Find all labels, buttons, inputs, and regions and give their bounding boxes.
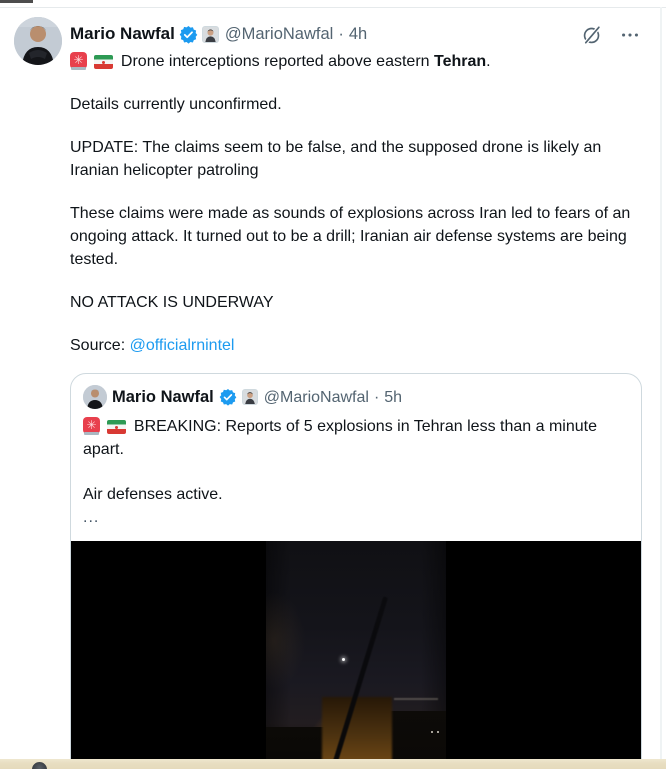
- affiliate-badge-image: [203, 27, 218, 42]
- tweet-timestamp[interactable]: 4h: [348, 24, 368, 43]
- quoted-video-still[interactable]: [71, 541, 641, 769]
- timeline-divider: [0, 7, 666, 8]
- sky-light-dot: [342, 658, 345, 661]
- next-content-avatar: [32, 762, 47, 769]
- source-label: Source:: [70, 337, 130, 354]
- quoted-timestamp: 5h: [384, 388, 403, 406]
- source-line: [70, 334, 642, 357]
- quoted-tweet-text: [83, 415, 629, 529]
- tweet-paragraph: UPDATE: The claims seem to be false, and the supposed drone is likely an Iranian helicopter patroling: [70, 139, 602, 179]
- quoted-tweet-content: [71, 374, 641, 529]
- quoted-author-handle: @MarioNawfal: [263, 388, 369, 406]
- affiliate-badge[interactable]: [202, 26, 219, 43]
- author-avatar[interactable]: [14, 17, 62, 65]
- meta-separator: ·: [338, 24, 344, 43]
- siren-emoji: [70, 52, 87, 69]
- verified-badge-icon: [179, 25, 198, 44]
- quoted-author-avatar[interactable]: [83, 385, 107, 409]
- quoted-line1-text: BREAKING: Reports of 5 explosions in Tehran less than a minute apart.: [83, 418, 597, 458]
- video-frame: [266, 541, 446, 769]
- line1-prefix: Drone interceptions reported above eastern: [120, 53, 434, 70]
- quoted-show-more[interactable]: ...: [83, 509, 100, 526]
- quoted-avatar-image: [83, 385, 107, 409]
- quoted-line-2: Air defenses active.: [83, 486, 223, 503]
- author-name-row: [70, 23, 367, 45]
- author-avatar-image: [14, 17, 62, 65]
- tweet-actions: [581, 24, 641, 46]
- grok-icon[interactable]: [581, 24, 603, 46]
- quoted-tweet-card[interactable]: [70, 373, 642, 769]
- quoted-verified-badge-icon: [219, 388, 237, 406]
- iran-flag-emoji: [94, 55, 113, 69]
- roof-light-streak: [394, 698, 438, 700]
- quoted-affiliate-badge: [242, 389, 258, 405]
- line1-suffix: .: [486, 53, 491, 70]
- author-meta: [225, 25, 367, 44]
- tweet-paragraph: These claims were made as sounds of explosions across Iran led to fears of an ongoing attack. It turned out to be a drill; Iranian air defense systems are being tested.: [70, 205, 631, 268]
- distant-lights: [431, 731, 441, 734]
- quoted-author-name[interactable]: Mario Nawfal: [112, 387, 214, 406]
- quoted-author-row: [83, 385, 629, 409]
- source-mention-link[interactable]: @officialrnintel: [129, 337, 235, 354]
- more-icon[interactable]: [619, 24, 641, 46]
- quoted-siren-emoji: [83, 417, 100, 434]
- quoted-affiliate-image: [243, 390, 257, 404]
- quoted-iran-flag-emoji: [107, 420, 126, 434]
- quoted-line-1: [83, 415, 629, 461]
- tweet-body: [70, 50, 642, 769]
- tweet-paragraph: Details currently unconfirmed.: [70, 96, 282, 113]
- tweet-paragraph: NO ATTACK IS UNDERWAY: [70, 294, 274, 311]
- line1-bold: Tehran: [433, 53, 487, 70]
- column-right-border: [660, 7, 662, 760]
- bottom-banner: [0, 759, 666, 769]
- quoted-author-meta: [264, 386, 402, 409]
- author-handle[interactable]: @MarioNawfal: [224, 24, 334, 43]
- top-left-notch: [0, 0, 33, 3]
- author-name[interactable]: Mario Nawfal: [70, 24, 175, 43]
- tweet-line-1: [70, 50, 642, 73]
- quoted-meta-separator: ·: [373, 388, 380, 406]
